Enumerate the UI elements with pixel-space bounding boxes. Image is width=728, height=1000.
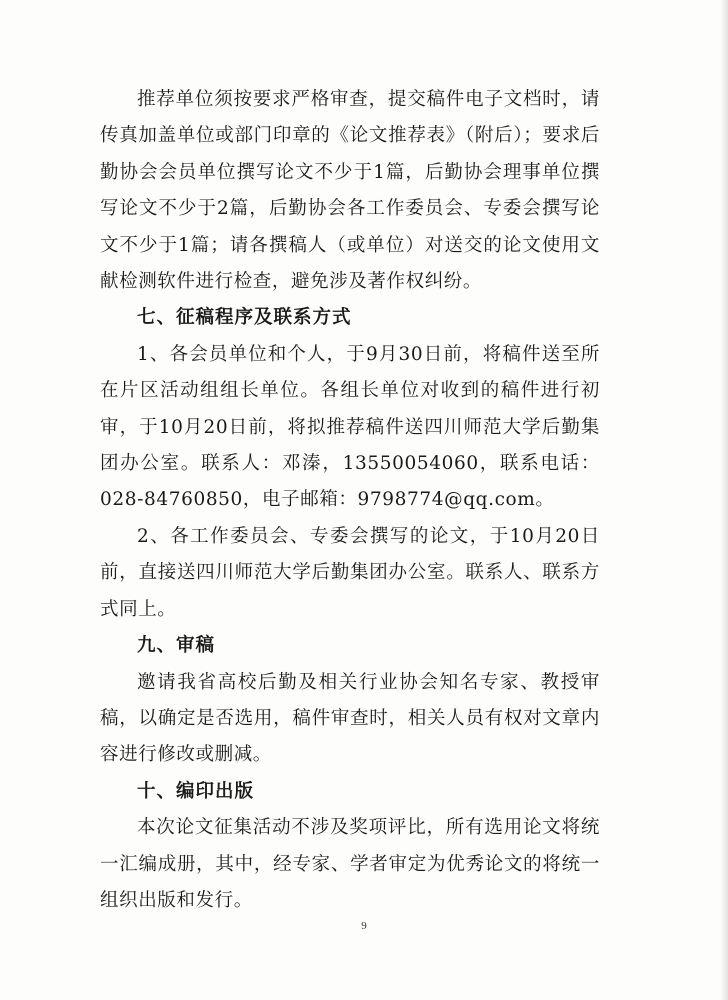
paragraph-submission-requirements: 推荐单位须按要求严格审查，提交稿件电子文档时，请传真加盖单位或部门印章的《论文推荐表》（附后）；要求后勤协会会员单位撰写论文不少于1篇，后勤协会理事单位撰写论文不少于2篇，后勤协会各工作委员会、专委会撰写论文不少于1篇；请各撰稿人（或单位）对送交的论文使用文献检测软件进行检查，避免涉及著作权纠纷。 xyxy=(100,89,600,293)
document-body xyxy=(100,82,600,919)
scan-edge-shadow xyxy=(720,0,728,1000)
page-number: 9 xyxy=(361,920,367,932)
paragraph-review: 邀请我省高校后勤及相关行业协会知名专家、教授审稿，以确定是否选用，稿件审查时，相关人员有权对文章内容进行修改或删减。 xyxy=(100,671,600,766)
paragraph-procedure-1: 1、各会员单位和个人，于9月30日前，将稿件送至所在片区活动组组长单位。各组长单位对收到的稿件进行初审，于10月20日前，将拟推荐稿件送四川师范大学后勤集团办公室。联系人：邓溱，13550054060，联系电话：028-84760850，电子邮箱：979877​4@qq.com。 xyxy=(100,343,600,511)
heading-section-7: 七、征稿程序及联系方式 xyxy=(137,307,352,329)
heading-section-9: 九、审稿 xyxy=(137,635,216,657)
heading-section-10: 十、编印出版 xyxy=(137,780,255,802)
paragraph-procedure-2: 2、各工作委员会、专委会撰写的论文，于10月20日前，直接送四川师范大学后勤集团办公室。联系人、联系方式同上。 xyxy=(100,525,600,620)
paragraph-publication: 本次论文征集活动不涉及奖项评比，所有选用论文将统一汇编成册，其中，经专家、学者审定为优秀论文的将统一组织出版和发行。 xyxy=(100,817,600,911)
